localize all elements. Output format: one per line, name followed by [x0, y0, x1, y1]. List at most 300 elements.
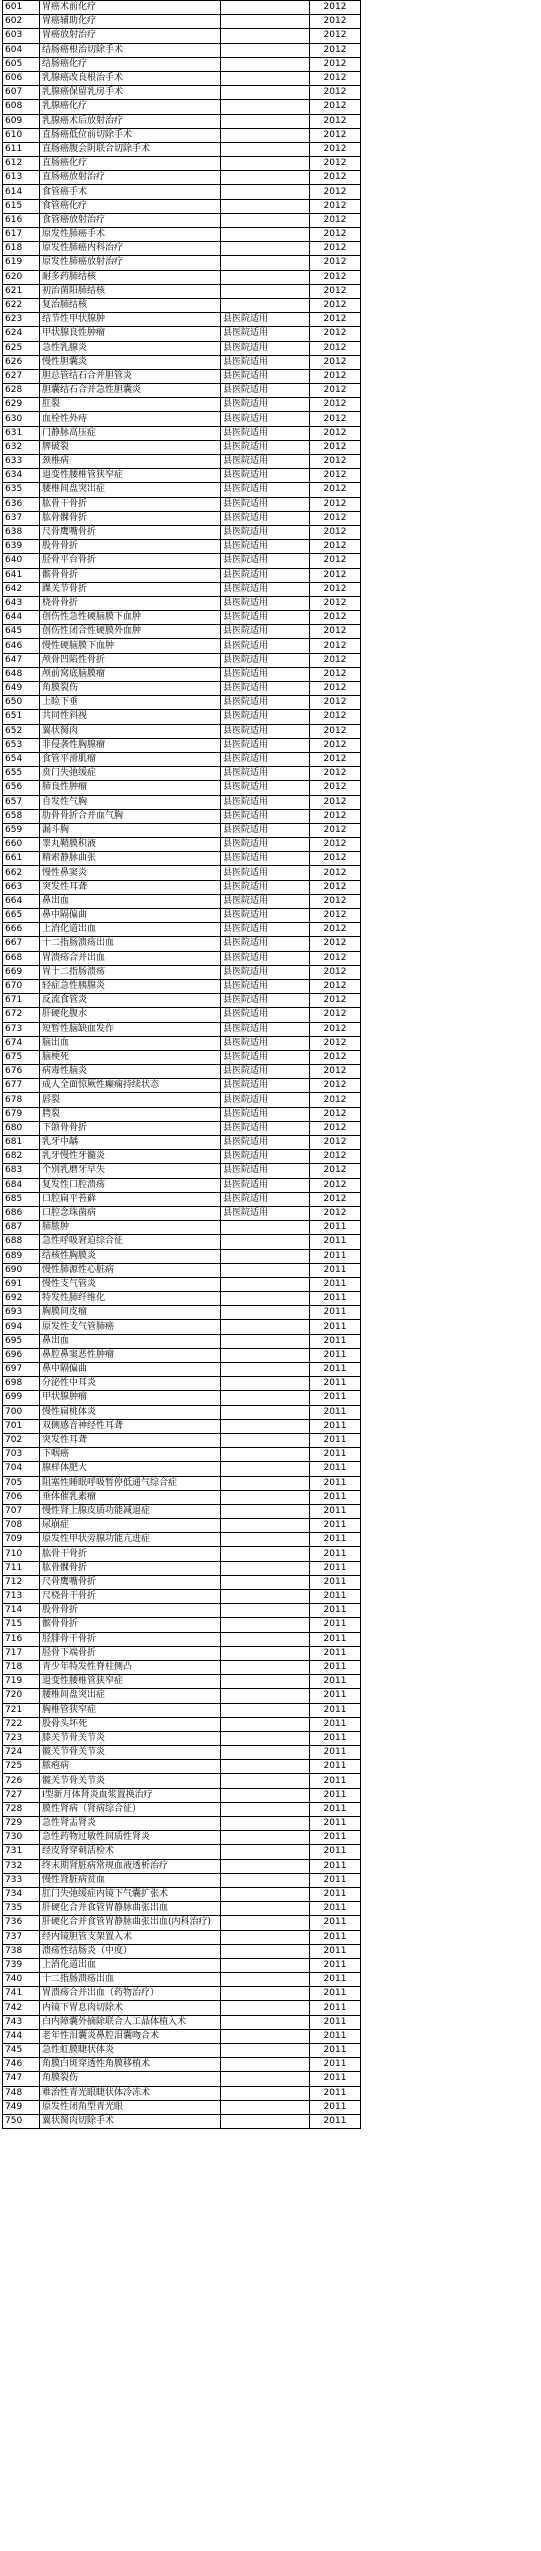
- pathway-name-cell: 上睑下垂: [40, 696, 221, 710]
- row-number-cell: 699: [3, 1391, 40, 1405]
- pathway-name-cell: 十二指肠溃疡出血: [40, 1973, 221, 1987]
- year-cell: 2012: [310, 114, 361, 128]
- year-cell: 2011: [310, 1902, 361, 1916]
- row-number-cell: 686: [3, 1206, 40, 1220]
- table-row: [3, 880, 361, 894]
- row-number-cell: 716: [3, 1632, 40, 1646]
- pathway-name-cell: 直肠癌腹会阴联合切除手术: [40, 142, 221, 156]
- row-number-cell: 697: [3, 1363, 40, 1377]
- pathway-name-cell: 特发性肺纤维化: [40, 1292, 221, 1306]
- applicability-note-cell: [221, 1703, 310, 1717]
- applicability-note-cell: [221, 1292, 310, 1306]
- year-cell: 2011: [310, 1916, 361, 1930]
- pathway-name-cell: 乳腺癌保留乳房手术: [40, 86, 221, 100]
- pathway-name-cell: 原发性甲状旁腺功能亢进症: [40, 1533, 221, 1547]
- year-cell: 2011: [310, 1987, 361, 2001]
- pathway-name-cell: 原发性肺癌手术: [40, 228, 221, 242]
- applicability-note-cell: [221, 2029, 310, 2043]
- year-cell: 2011: [310, 1377, 361, 1391]
- year-cell: 2011: [310, 1845, 361, 1859]
- table-row: [3, 71, 361, 85]
- applicability-note-cell: 县医院适用: [221, 469, 310, 483]
- row-number-cell: 653: [3, 738, 40, 752]
- year-cell: 2011: [310, 1448, 361, 1462]
- applicability-note-cell: [221, 1320, 310, 1334]
- table-row: [3, 199, 361, 213]
- year-cell: 2012: [310, 86, 361, 100]
- table-row: [3, 369, 361, 383]
- table-row: [3, 1334, 361, 1348]
- year-cell: 2012: [310, 455, 361, 469]
- row-number-cell: 673: [3, 1022, 40, 1036]
- applicability-note-cell: [221, 1916, 310, 1930]
- row-number-cell: 667: [3, 937, 40, 951]
- applicability-note-cell: 县医院适用: [221, 568, 310, 582]
- row-number-cell: 709: [3, 1533, 40, 1547]
- applicability-note-cell: [221, 2072, 310, 2086]
- table-row: [3, 157, 361, 171]
- table-row: [3, 1263, 361, 1277]
- table-row: [3, 440, 361, 454]
- applicability-note-cell: [221, 1958, 310, 1972]
- applicability-note-cell: 县医院适用: [221, 1150, 310, 1164]
- pathway-name-cell: 乳腺癌改良根治手术: [40, 71, 221, 85]
- applicability-note-cell: [221, 1717, 310, 1731]
- applicability-note-cell: 县医院适用: [221, 639, 310, 653]
- row-number-cell: 634: [3, 469, 40, 483]
- table-row: [3, 738, 361, 752]
- applicability-note-cell: 县医院适用: [221, 1022, 310, 1036]
- pathway-name-cell: 鼻腔鼻窦恶性肿瘤: [40, 1348, 221, 1362]
- year-cell: 2012: [310, 355, 361, 369]
- year-cell: 2012: [310, 795, 361, 809]
- pathway-name-cell: 分泌性中耳炎: [40, 1377, 221, 1391]
- pathway-name-cell: 反流食管炎: [40, 994, 221, 1008]
- applicability-note-cell: [221, 1731, 310, 1745]
- table-row: [3, 2058, 361, 2072]
- applicability-note-cell: [221, 1476, 310, 1490]
- table-row: [3, 497, 361, 511]
- table-row: [3, 426, 361, 440]
- table-row: [3, 483, 361, 497]
- year-cell: 2011: [310, 1646, 361, 1660]
- applicability-note-cell: [221, 1249, 310, 1263]
- row-number-cell: 745: [3, 2044, 40, 2058]
- year-cell: 2012: [310, 809, 361, 823]
- table-row: [3, 1377, 361, 1391]
- pathway-name-cell: 非侵袭性胸腺瘤: [40, 738, 221, 752]
- table-row: [3, 1944, 361, 1958]
- pathway-name-cell: 青少年特发性脊柱侧凸: [40, 1660, 221, 1674]
- applicability-note-cell: 县医院适用: [221, 823, 310, 837]
- pathway-table-body: [3, 1, 361, 2129]
- applicability-note-cell: [221, 1746, 310, 1760]
- row-number-cell: 679: [3, 1107, 40, 1121]
- table-row: [3, 1391, 361, 1405]
- year-cell: 2011: [310, 1419, 361, 1433]
- year-cell: 2011: [310, 1944, 361, 1958]
- row-number-cell: 646: [3, 639, 40, 653]
- year-cell: 2012: [310, 880, 361, 894]
- pathway-name-cell: 桡骨骨折: [40, 596, 221, 610]
- pathway-name-cell: 肋骨骨折合并血气胸: [40, 809, 221, 823]
- applicability-note-cell: [221, 1391, 310, 1405]
- year-cell: 2011: [310, 2086, 361, 2100]
- table-row: [3, 1320, 361, 1334]
- pathway-name-cell: 胃十二指肠溃疡: [40, 965, 221, 979]
- year-cell: 2012: [310, 738, 361, 752]
- applicability-note-cell: [221, 1235, 310, 1249]
- applicability-note-cell: 县医院适用: [221, 710, 310, 724]
- year-cell: 2011: [310, 2029, 361, 2043]
- row-number-cell: 617: [3, 228, 40, 242]
- pathway-name-cell: 腺样体肥大: [40, 1462, 221, 1476]
- year-cell: 2012: [310, 838, 361, 852]
- row-number-cell: 632: [3, 440, 40, 454]
- table-row: [3, 1348, 361, 1362]
- table-row: [3, 1958, 361, 1972]
- year-cell: 2011: [310, 1831, 361, 1845]
- applicability-note-cell: [221, 256, 310, 270]
- row-number-cell: 712: [3, 1575, 40, 1589]
- pathway-name-cell: 胫骨下端骨折: [40, 1646, 221, 1660]
- table-row: [3, 1036, 361, 1050]
- table-row: [3, 611, 361, 625]
- table-row: [3, 256, 361, 270]
- applicability-note-cell: [221, 1845, 310, 1859]
- year-cell: 2012: [310, 979, 361, 993]
- pathway-name-cell: 双侧感音神经性耳聋: [40, 1419, 221, 1433]
- row-number-cell: 714: [3, 1604, 40, 1618]
- applicability-note-cell: [221, 1363, 310, 1377]
- pathway-name-cell: 肱骨髁骨折: [40, 1561, 221, 1575]
- pathway-name-cell: 脾破裂: [40, 440, 221, 454]
- year-cell: 2012: [310, 696, 361, 710]
- pathway-name-cell: 髋关节骨关节炎: [40, 1774, 221, 1788]
- year-cell: 2012: [310, 313, 361, 327]
- row-number-cell: 640: [3, 554, 40, 568]
- row-number-cell: 707: [3, 1504, 40, 1518]
- applicability-note-cell: [221, 1646, 310, 1660]
- table-row: [3, 86, 361, 100]
- year-cell: 2011: [310, 1958, 361, 1972]
- table-row: [3, 1050, 361, 1064]
- table-row: [3, 313, 361, 327]
- row-number-cell: 671: [3, 994, 40, 1008]
- row-number-cell: 734: [3, 1887, 40, 1901]
- year-cell: 2011: [310, 1504, 361, 1518]
- year-cell: 2012: [310, 100, 361, 114]
- row-number-cell: 715: [3, 1618, 40, 1632]
- pathway-name-cell: 股骨骨折: [40, 1604, 221, 1618]
- applicability-note-cell: [221, 1902, 310, 1916]
- applicability-note-cell: 县医院适用: [221, 497, 310, 511]
- year-cell: 2011: [310, 1973, 361, 1987]
- year-cell: 2012: [310, 937, 361, 951]
- table-row: [3, 1221, 361, 1235]
- pathway-name-cell: 肝硬化腹水: [40, 1008, 221, 1022]
- table-row: [3, 128, 361, 142]
- pathway-name-cell: 腰椎间盘突出症: [40, 483, 221, 497]
- applicability-note-cell: 县医院适用: [221, 1192, 310, 1206]
- year-cell: 2012: [310, 284, 361, 298]
- table-row: [3, 384, 361, 398]
- applicability-note-cell: [221, 1618, 310, 1632]
- row-number-cell: 644: [3, 611, 40, 625]
- table-row: [3, 2015, 361, 2029]
- pathway-name-cell: 乳腺癌化疗: [40, 100, 221, 114]
- row-number-cell: 641: [3, 568, 40, 582]
- applicability-note-cell: 县医院适用: [221, 1136, 310, 1150]
- row-number-cell: 672: [3, 1008, 40, 1022]
- pathway-name-cell: 脑梗死: [40, 1050, 221, 1064]
- table-row: [3, 142, 361, 156]
- year-cell: 2012: [310, 440, 361, 454]
- table-row: [3, 1206, 361, 1220]
- year-cell: 2011: [310, 1760, 361, 1774]
- table-row: [3, 724, 361, 738]
- year-cell: 2011: [310, 1221, 361, 1235]
- row-number-cell: 726: [3, 1774, 40, 1788]
- year-cell: 2011: [310, 1930, 361, 1944]
- year-cell: 2011: [310, 1660, 361, 1674]
- applicability-note-cell: 县医院适用: [221, 767, 310, 781]
- table-row: [3, 554, 361, 568]
- table-row: [3, 682, 361, 696]
- year-cell: 2012: [310, 398, 361, 412]
- year-cell: 2012: [310, 71, 361, 85]
- pathway-name-cell: 创伤性闭合性硬膜外血肿: [40, 625, 221, 639]
- applicability-note-cell: 县医院适用: [221, 483, 310, 497]
- row-number-cell: 739: [3, 1958, 40, 1972]
- table-row: [3, 242, 361, 256]
- year-cell: 2012: [310, 497, 361, 511]
- table-row: [3, 1519, 361, 1533]
- applicability-note-cell: [221, 1774, 310, 1788]
- pathway-name-cell: 髋关节骨关节炎: [40, 1746, 221, 1760]
- table-row: [3, 1433, 361, 1447]
- applicability-note-cell: [221, 1348, 310, 1362]
- row-number-cell: 664: [3, 894, 40, 908]
- applicability-note-cell: 县医院适用: [221, 582, 310, 596]
- applicability-note-cell: [221, 71, 310, 85]
- row-number-cell: 694: [3, 1320, 40, 1334]
- year-cell: 2012: [310, 1022, 361, 1036]
- row-number-cell: 689: [3, 1249, 40, 1263]
- applicability-note-cell: [221, 1944, 310, 1958]
- pathway-name-cell: 尺骨鹰嘴骨折: [40, 525, 221, 539]
- year-cell: 2011: [310, 2100, 361, 2114]
- year-cell: 2012: [310, 142, 361, 156]
- row-number-cell: 713: [3, 1590, 40, 1604]
- row-number-cell: 629: [3, 398, 40, 412]
- table-row: [3, 412, 361, 426]
- year-cell: 2012: [310, 128, 361, 142]
- table-row: [3, 1150, 361, 1164]
- row-number-cell: 606: [3, 71, 40, 85]
- pathway-name-cell: 结肠癌根治切除手术: [40, 43, 221, 57]
- applicability-note-cell: 县医院适用: [221, 965, 310, 979]
- year-cell: 2011: [310, 1731, 361, 1745]
- pathway-name-cell: 胫腓骨干骨折: [40, 1632, 221, 1646]
- row-number-cell: 720: [3, 1689, 40, 1703]
- row-number-cell: 636: [3, 497, 40, 511]
- table-row: [3, 2001, 361, 2015]
- table-row: [3, 2114, 361, 2128]
- pathway-name-cell: 突发性耳聋: [40, 880, 221, 894]
- row-number-cell: 623: [3, 313, 40, 327]
- table-row: [3, 667, 361, 681]
- row-number-cell: 706: [3, 1490, 40, 1504]
- table-row: [3, 1987, 361, 2001]
- year-cell: 2012: [310, 298, 361, 312]
- row-number-cell: 620: [3, 270, 40, 284]
- table-row: [3, 1292, 361, 1306]
- row-number-cell: 674: [3, 1036, 40, 1050]
- pathway-name-cell: 肱骨干骨折: [40, 1547, 221, 1561]
- table-row: [3, 540, 361, 554]
- row-number-cell: 657: [3, 795, 40, 809]
- row-number-cell: 622: [3, 298, 40, 312]
- applicability-note-cell: 县医院适用: [221, 625, 310, 639]
- pathway-name-cell: 上消化道出血: [40, 923, 221, 937]
- applicability-note-cell: [221, 1334, 310, 1348]
- table-row: [3, 213, 361, 227]
- year-cell: 2012: [310, 327, 361, 341]
- table-row: [3, 1065, 361, 1079]
- pathway-name-cell: 股骨骨折: [40, 540, 221, 554]
- year-cell: 2011: [310, 1320, 361, 1334]
- row-number-cell: 625: [3, 341, 40, 355]
- year-cell: 2012: [310, 1079, 361, 1093]
- pathway-name-cell: 急性虹膜睫状体炎: [40, 2044, 221, 2058]
- year-cell: 2012: [310, 582, 361, 596]
- pathway-name-cell: 髌骨骨折: [40, 1618, 221, 1632]
- pathway-name-cell: 肺脓肿: [40, 1221, 221, 1235]
- year-cell: 2012: [310, 1136, 361, 1150]
- year-cell: 2012: [310, 483, 361, 497]
- table-row: [3, 994, 361, 1008]
- pathway-name-cell: 甲状腺肿瘤: [40, 1391, 221, 1405]
- applicability-note-cell: [221, 1987, 310, 2001]
- year-cell: 2012: [310, 568, 361, 582]
- year-cell: 2011: [310, 1675, 361, 1689]
- pathway-name-cell: 口腔念珠菌病: [40, 1206, 221, 1220]
- pathway-name-cell: 胆囊结石合并急性胆囊炎: [40, 384, 221, 398]
- year-cell: 2012: [310, 923, 361, 937]
- row-number-cell: 633: [3, 455, 40, 469]
- applicability-note-cell: [221, 43, 310, 57]
- table-row: [3, 823, 361, 837]
- pathway-name-cell: 结节性甲状腺肿: [40, 313, 221, 327]
- table-row: [3, 625, 361, 639]
- table-row: [3, 1760, 361, 1774]
- pathway-name-cell: 鼻出血: [40, 894, 221, 908]
- applicability-note-cell: [221, 2100, 310, 2114]
- row-number-cell: 685: [3, 1192, 40, 1206]
- table-row: [3, 341, 361, 355]
- pathway-name-cell: 经皮肾穿刺活检术: [40, 1845, 221, 1859]
- applicability-note-cell: [221, 142, 310, 156]
- row-number-cell: 675: [3, 1050, 40, 1064]
- applicability-note-cell: 县医院适用: [221, 1206, 310, 1220]
- table-row: [3, 866, 361, 880]
- year-cell: 2011: [310, 2114, 361, 2128]
- year-cell: 2011: [310, 1363, 361, 1377]
- pathway-name-cell: 漏斗胸: [40, 823, 221, 837]
- table-row: [3, 1249, 361, 1263]
- table-row: [3, 1859, 361, 1873]
- row-number-cell: 607: [3, 86, 40, 100]
- applicability-note-cell: [221, 2114, 310, 2128]
- pathway-name-cell: 股骨头坏死: [40, 1717, 221, 1731]
- row-number-cell: 743: [3, 2015, 40, 2029]
- table-row: [3, 1689, 361, 1703]
- row-number-cell: 676: [3, 1065, 40, 1079]
- year-cell: 2011: [310, 1235, 361, 1249]
- pathway-name-cell: 原发性肺癌内科治疗: [40, 242, 221, 256]
- applicability-note-cell: 县医院适用: [221, 1036, 310, 1050]
- applicability-note-cell: [221, 270, 310, 284]
- year-cell: 2011: [310, 1689, 361, 1703]
- pathway-name-cell: 白内障囊外摘除联合人工晶体植入术: [40, 2015, 221, 2029]
- applicability-note-cell: [221, 1675, 310, 1689]
- row-number-cell: 684: [3, 1178, 40, 1192]
- table-row: [3, 298, 361, 312]
- row-number-cell: 681: [3, 1136, 40, 1150]
- pathway-name-cell: 甲状腺良性肿瘤: [40, 327, 221, 341]
- pathway-name-cell: 直肠癌低位前切除手术: [40, 128, 221, 142]
- row-number-cell: 669: [3, 965, 40, 979]
- pathway-name-cell: 成人全面惊厥性癫痫持续状态: [40, 1079, 221, 1093]
- table-row: [3, 1121, 361, 1135]
- table-row: [3, 1590, 361, 1604]
- applicability-note-cell: [221, 1519, 310, 1533]
- pathway-name-cell: 轻症急性胰腺炎: [40, 979, 221, 993]
- row-number-cell: 691: [3, 1277, 40, 1291]
- table-row: [3, 781, 361, 795]
- year-cell: 2012: [310, 213, 361, 227]
- row-number-cell: 731: [3, 1845, 40, 1859]
- pathway-name-cell: 十二指肠溃疡出血: [40, 937, 221, 951]
- year-cell: 2012: [310, 1192, 361, 1206]
- row-number-cell: 698: [3, 1377, 40, 1391]
- pathway-name-cell: 髌骨骨折: [40, 568, 221, 582]
- pathway-name-cell: 胸椎管狭窄症: [40, 1703, 221, 1717]
- year-cell: 2012: [310, 724, 361, 738]
- row-number-cell: 631: [3, 426, 40, 440]
- applicability-note-cell: [221, 1490, 310, 1504]
- table-row: [3, 1660, 361, 1674]
- row-number-cell: 602: [3, 15, 40, 29]
- table-row: [3, 1107, 361, 1121]
- table-row: [3, 767, 361, 781]
- year-cell: 2012: [310, 682, 361, 696]
- applicability-note-cell: [221, 1433, 310, 1447]
- table-row: [3, 185, 361, 199]
- applicability-note-cell: [221, 1221, 310, 1235]
- pathway-name-cell: 食管癌放射治疗: [40, 213, 221, 227]
- applicability-note-cell: 县医院适用: [221, 752, 310, 766]
- table-row: [3, 1448, 361, 1462]
- applicability-note-cell: [221, 1575, 310, 1589]
- applicability-note-cell: [221, 242, 310, 256]
- table-row: [3, 1306, 361, 1320]
- table-row: [3, 2086, 361, 2100]
- year-cell: 2012: [310, 994, 361, 1008]
- table-row: [3, 1405, 361, 1419]
- year-cell: 2011: [310, 1788, 361, 1802]
